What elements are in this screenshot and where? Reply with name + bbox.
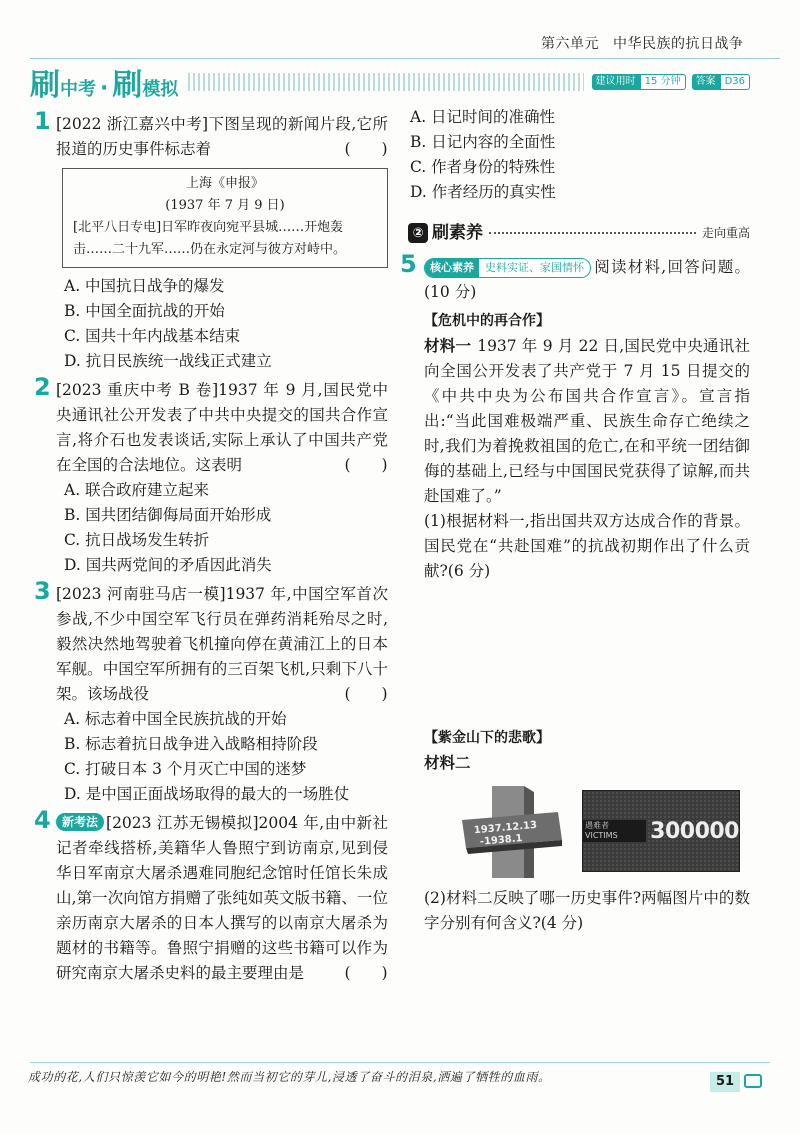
- question-number: 4: [34, 806, 51, 834]
- question-1: [34, 107, 388, 374]
- q4-option-c[interactable]: C. 作者身份的特殊性: [410, 158, 556, 176]
- suggested-time-tag: 建议用时 15 分钟: [592, 74, 686, 90]
- material-two-images: [424, 786, 750, 878]
- option-c[interactable]: C. 国共十年内战基本结束: [64, 327, 241, 345]
- page-book-icon: [744, 1074, 762, 1088]
- answer-tag: 答案 D36: [692, 74, 750, 90]
- section-dotted-line: [489, 232, 696, 234]
- question-2: [34, 373, 388, 578]
- material-one-text: 材料一 1937 年 9 月 22 日,国民党中央通讯社向全国公开发表了共产党于 7 月 15 日提交的《中共中央为公布国共合作宣言》。宣言指出:“当此国难极端严重、民族生命存亡绝续之时,我们为着挽救祖国的危亡,在和平统一团结御侮的基础上,已经与中国国民党获得了谅解,而共赴国难了。”: [424, 337, 750, 505]
- page-number: 51: [710, 1072, 740, 1092]
- core-literacy-badge: 核心素养 史料实证、家国情怀: [424, 258, 591, 278]
- monument-date-1: 1937.12.13: [473, 819, 538, 837]
- sub-question-2: (2)材料二反映了哪一历史事件?两幅图片中的数字分别有何含义?(4 分): [424, 889, 750, 932]
- sub-question-1: (1)根据材料一,指出国共双方达成合作的背景。国民党在“共赴国难”的抗战初期作出了什么贡献?(6 分): [424, 512, 750, 580]
- subheading-crisis: 【危机中的再合作】: [424, 313, 550, 329]
- q4-option-a[interactable]: A. 日记时间的准确性: [410, 108, 556, 126]
- victims-number: 300000: [650, 818, 739, 844]
- section-subtitle: 走向重高: [701, 225, 750, 240]
- option-b[interactable]: B. 国共团结御侮局面开始形成: [64, 506, 272, 524]
- section-number-icon: ②: [408, 223, 428, 243]
- option-c[interactable]: C. 抗日战场发生转折: [64, 531, 210, 549]
- answer-blank[interactable]: ( ): [344, 140, 388, 158]
- footer-divider: [30, 1062, 770, 1063]
- literacy-section-bar: [408, 219, 750, 247]
- option-b[interactable]: B. 中国全面抗战的开始: [64, 302, 225, 320]
- question-number: 5: [400, 250, 417, 278]
- section-banner: [30, 64, 750, 103]
- subheading-zijinshan: 【紫金山下的悲歌】: [424, 730, 550, 746]
- right-column: [402, 105, 750, 936]
- answer-blank[interactable]: ( ): [344, 456, 388, 474]
- material-two-label: 材料二: [424, 754, 471, 772]
- question-number: 3: [34, 577, 51, 605]
- section-title: 刷素养: [432, 222, 483, 243]
- victims-label: 遇难者 VICTIMS: [583, 820, 646, 842]
- option-a[interactable]: A. 标志着中国全民族抗战的开始: [64, 710, 287, 728]
- option-d[interactable]: D. 国共两党间的矛盾因此消失: [64, 556, 272, 574]
- news-excerpt-box: 上海《申报》 (1937 年 7 月 9 日) [北平八日专电]日军昨夜向宛平县城……开炮轰击……二十九军……仍在永定河与彼方对峙中。: [62, 168, 388, 268]
- unit-label: 第六单元: [541, 36, 599, 52]
- option-d[interactable]: D. 是中国正面战场取得的最大的一场胜仗: [64, 785, 350, 803]
- question-stem: [2023 河南驻马店一模]1937 年,中国空军首次参战,不少中国空军飞行员在弹药消耗殆尽之时,毅然决然地驾驶着飞机撞向停在黄浦江上的日本军舰。中国空军所拥有的三百架飞机,只剩下八十架。该场战役 ( ): [56, 582, 388, 707]
- monument-date-2: -1938.1: [479, 833, 523, 848]
- question-number: 1: [34, 107, 51, 135]
- memorial-cross-image: [462, 786, 566, 878]
- left-column: [34, 107, 388, 990]
- header-unit: [535, 30, 800, 56]
- new-method-badge: 新考法: [56, 813, 104, 831]
- question-4: [34, 806, 388, 986]
- option-a[interactable]: A. 中国抗日战争的爆发: [64, 277, 225, 295]
- unit-title: 中华民族的抗日战争: [613, 36, 744, 52]
- question-number: 2: [34, 373, 51, 401]
- q4-option-d[interactable]: D. 作者经历的真实性: [410, 183, 556, 201]
- question-stem: [2023 重庆中考 B 卷]1937 年 9 月,国民党中央通讯社公开发表了中共中央提交的国共合作宣言,将介石也发表谈话,实际上承认了中国共产党在全国的合法地位。这表明 ( ): [56, 378, 388, 478]
- option-b[interactable]: B. 标志着抗日战争进入战略相持阶段: [64, 735, 318, 753]
- question-3: [34, 577, 388, 807]
- answer-blank[interactable]: ( ): [344, 685, 388, 703]
- option-a[interactable]: A. 联合政府建立起来: [64, 481, 210, 499]
- banner-title: 刷 中考 · 刷 模拟: [30, 68, 179, 103]
- question-stem: 核心素养 史料实证、家国情怀 阅读材料,回答问题。(10 分): [424, 258, 750, 301]
- banner-stripes: [188, 73, 583, 91]
- footer-quote: 成功的花,人们只惊羡它如今的明艳!然而当初它的芽儿,浸透了奋斗的泪泉,洒遍了牺牲的血雨。: [28, 1070, 551, 1084]
- option-c[interactable]: C. 打破日本 3 个月灭亡中国的迷梦: [64, 760, 307, 778]
- victims-wall-image: [582, 790, 740, 872]
- answer-area-1[interactable]: [424, 584, 750, 724]
- answer-blank[interactable]: ( ): [344, 964, 388, 982]
- question-5: [400, 250, 750, 305]
- option-d[interactable]: D. 抗日民族统一战线正式建立: [64, 352, 272, 370]
- question-stem: 新考法 [2023 江苏无锡模拟]2004 年,由中新社记者牵线搭桥,美籍华人鲁照宁到访南京,见到侵华日军南京大屠杀遇难同胞纪念馆时任馆长朱成山,第一次向馆方捐赠了张纯如英文版书籍、一位亲历南京大屠杀的日本人撰写的以南京大屠杀为题材的书籍等。鲁照宁捐赠的这些书籍可以作为研究南京大屠杀史料的最主要理由是 ( ): [56, 811, 388, 986]
- header-divider: [30, 58, 780, 59]
- question-stem: [2022 浙江嘉兴中考]下图呈现的新闻片段,它所报道的历史事件标志着 ( ): [56, 112, 388, 162]
- q4-option-b[interactable]: B. 日记内容的全面性: [410, 133, 556, 151]
- material-one-block: [402, 309, 750, 936]
